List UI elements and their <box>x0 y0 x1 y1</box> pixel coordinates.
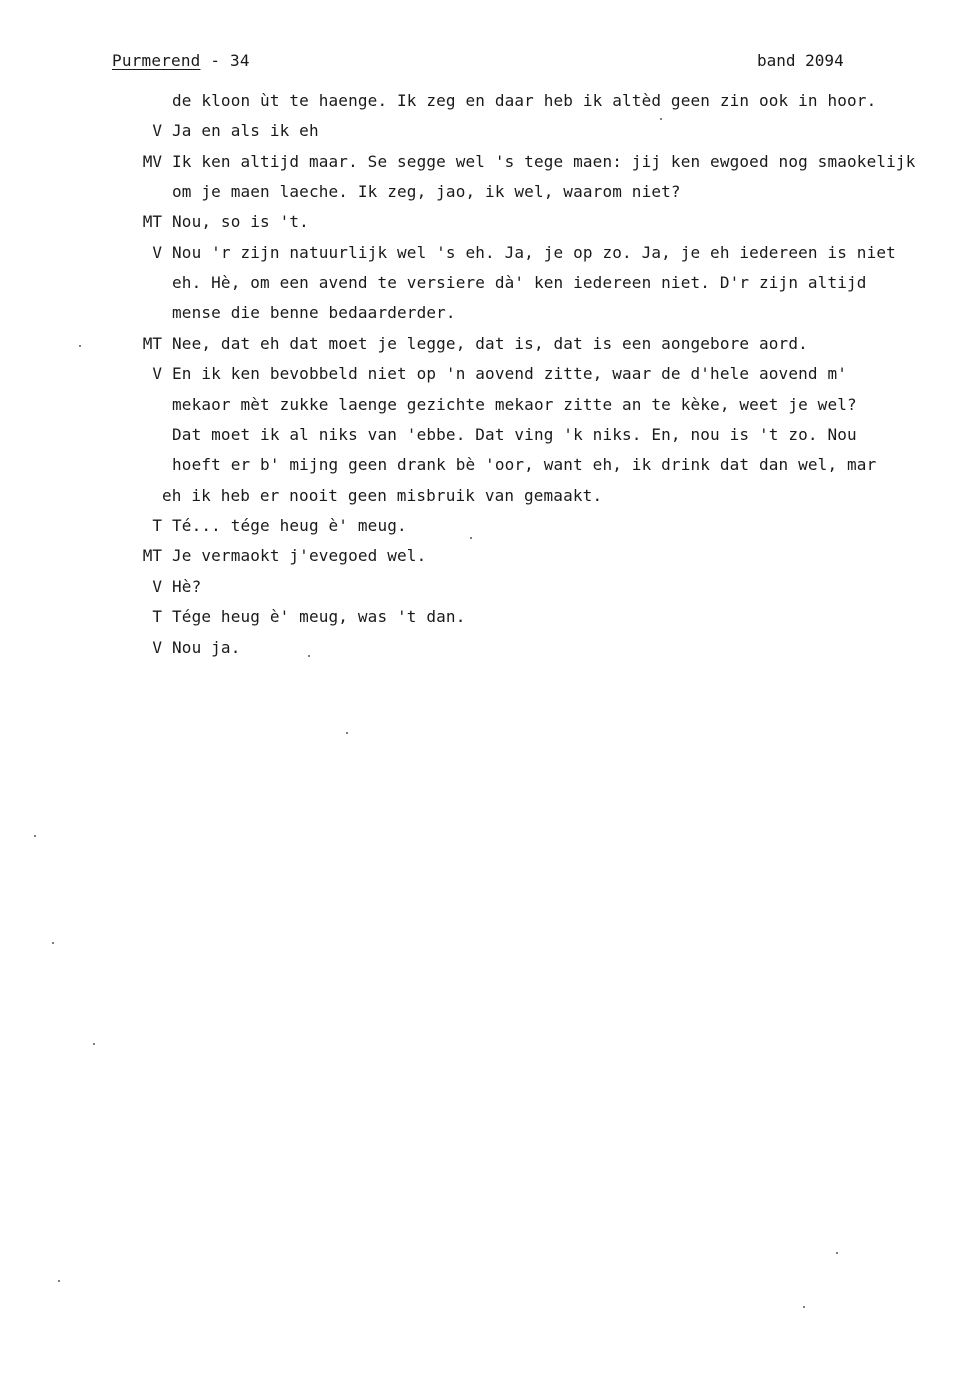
scan-speck <box>346 732 348 734</box>
speaker-label: V <box>152 121 162 140</box>
transcript-line: eh. Hè, om een avend te versiere dà' ken iedereen niet. D'r zijn altijd <box>172 273 867 292</box>
speaker-label: T <box>152 607 162 626</box>
scan-speck <box>52 942 54 944</box>
transcript-line: Té... tége heug è' meug. <box>172 516 407 535</box>
transcript-line: de kloon ùt te haenge. Ik zeg en daar heb ik altèd geen zin ook in hoor. <box>172 91 877 110</box>
scan-speck <box>58 1280 60 1282</box>
speaker-label: V <box>152 364 162 383</box>
transcript-line: Dat moet ik al niks van 'ebbe. Dat ving 'k niks. En, nou is 't zo. Nou <box>172 425 857 444</box>
scan-speck <box>79 345 81 347</box>
transcript-line: Ik ken altijd maar. Se segge wel 's tege maen: jij ken ewgoed nog smaokelijk <box>172 152 916 171</box>
transcript-line: En ik ken bevobbeld niet op 'n aovend zitte, waar de d'hele aovend m' <box>172 364 848 383</box>
speaker-label: T <box>152 516 162 535</box>
transcript-line: Hè? <box>172 577 202 596</box>
speaker-label: MT <box>142 334 162 353</box>
transcript-line: Nee, dat eh dat moet je legge, dat is, dat is een aongebore aord. <box>172 334 808 353</box>
transcript-line: Ja en als ik eh <box>172 121 319 140</box>
transcript-line: Nou 'r zijn natuurlijk wel 's eh. Ja, je op zo. Ja, je eh iedereen is niet <box>172 243 896 262</box>
transcript-line: hoeft er b' mijng geen drank bè 'oor, want eh, ik drink dat dan wel, mar <box>172 455 877 474</box>
transcript-line: eh ik heb er nooit geen misbruik van gemaakt. <box>162 486 603 505</box>
header-separator: - <box>200 51 230 70</box>
speaker-label: V <box>152 638 162 657</box>
header-page-number: 34 <box>230 51 250 70</box>
scan-speck <box>660 118 662 120</box>
scan-speck <box>470 537 472 539</box>
header-band: band 2094 <box>757 51 844 70</box>
transcript-line: mense die benne bedaarderder. <box>172 303 456 322</box>
scan-speck <box>34 835 36 837</box>
transcript-line: Je vermaokt j'evegoed wel. <box>172 546 427 565</box>
scan-speck <box>836 1252 838 1254</box>
speaker-label: V <box>152 577 162 596</box>
scan-speck <box>93 1043 95 1045</box>
header-place: Purmerend <box>112 51 201 70</box>
speaker-label: MT <box>142 546 162 565</box>
scan-speck <box>308 655 310 657</box>
transcript-line: om je maen laeche. Ik zeg, jao, ik wel, waarom niet? <box>172 182 681 201</box>
transcript-line: Tége heug è' meug, was 't dan. <box>172 607 466 626</box>
transcript-line: mekaor mèt zukke laenge gezichte mekaor zitte an te kèke, weet je wel? <box>172 395 857 414</box>
page-header-left <box>112 51 250 70</box>
transcript-line: Nou ja. <box>172 638 241 657</box>
speaker-label: V <box>152 243 162 262</box>
speaker-label: MT <box>142 212 162 231</box>
transcript-line: Nou, so is 't. <box>172 212 309 231</box>
scan-speck <box>803 1306 805 1308</box>
speaker-label: MV <box>142 152 162 171</box>
